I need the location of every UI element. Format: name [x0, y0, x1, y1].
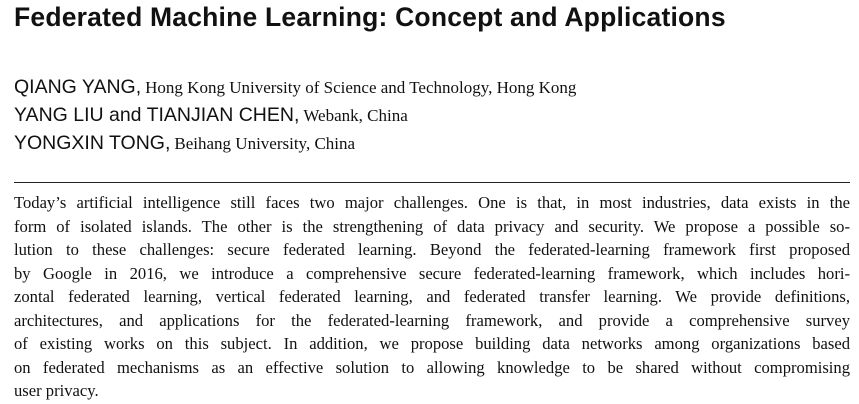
author-line [14, 73, 576, 101]
author-line [14, 101, 576, 129]
abstract-line: by Google in 2016, we introduce a comprehensive secure federated-learning framework, which includes hori- [14, 263, 850, 283]
abstract-line: on federated mechanisms as an effective solution to allowing knowledge to be shared without compromising [14, 357, 850, 377]
abstract-line: form of isolated islands. The other is the strengthening of data privacy and security. We propose a possible so- [14, 216, 850, 236]
author-affiliation: Beihang University, China [174, 134, 356, 153]
author-name: YANG LIU and TIANJIAN CHEN, [14, 104, 300, 126]
author-affiliation: Hong Kong University of Science and Technology, Hong Kong [145, 78, 577, 97]
abstract-line: user privacy. [14, 381, 99, 400]
abstract-line: of existing works on this subject. In addition, we propose building data networks among organizations based [14, 334, 850, 353]
abstract [14, 191, 850, 403]
abstract-line: zontal federated learning, vertical federated learning, and federated transfer learning. We provide definitions, [14, 287, 850, 306]
abstract-line: lution to these challenges: secure federated learning. Beyond the federated-learning framework first proposed [14, 240, 850, 259]
paper-title: Federated Machine Learning: Concept and Applications [14, 2, 726, 32]
author-affiliation: Webank, China [303, 106, 408, 125]
author-block [14, 73, 576, 157]
author-line [14, 129, 576, 157]
author-name: QIANG YANG, [14, 76, 142, 98]
abstract-line: architectures, and applications for the federated-learning framework, and provide a comprehensive survey [14, 310, 850, 330]
section-divider [14, 182, 850, 183]
abstract-line: Today’s artificial intelligence still faces two major challenges. One is that, in most industries, data exists in the [14, 193, 850, 212]
author-name: YONGXIN TONG, [14, 132, 171, 154]
